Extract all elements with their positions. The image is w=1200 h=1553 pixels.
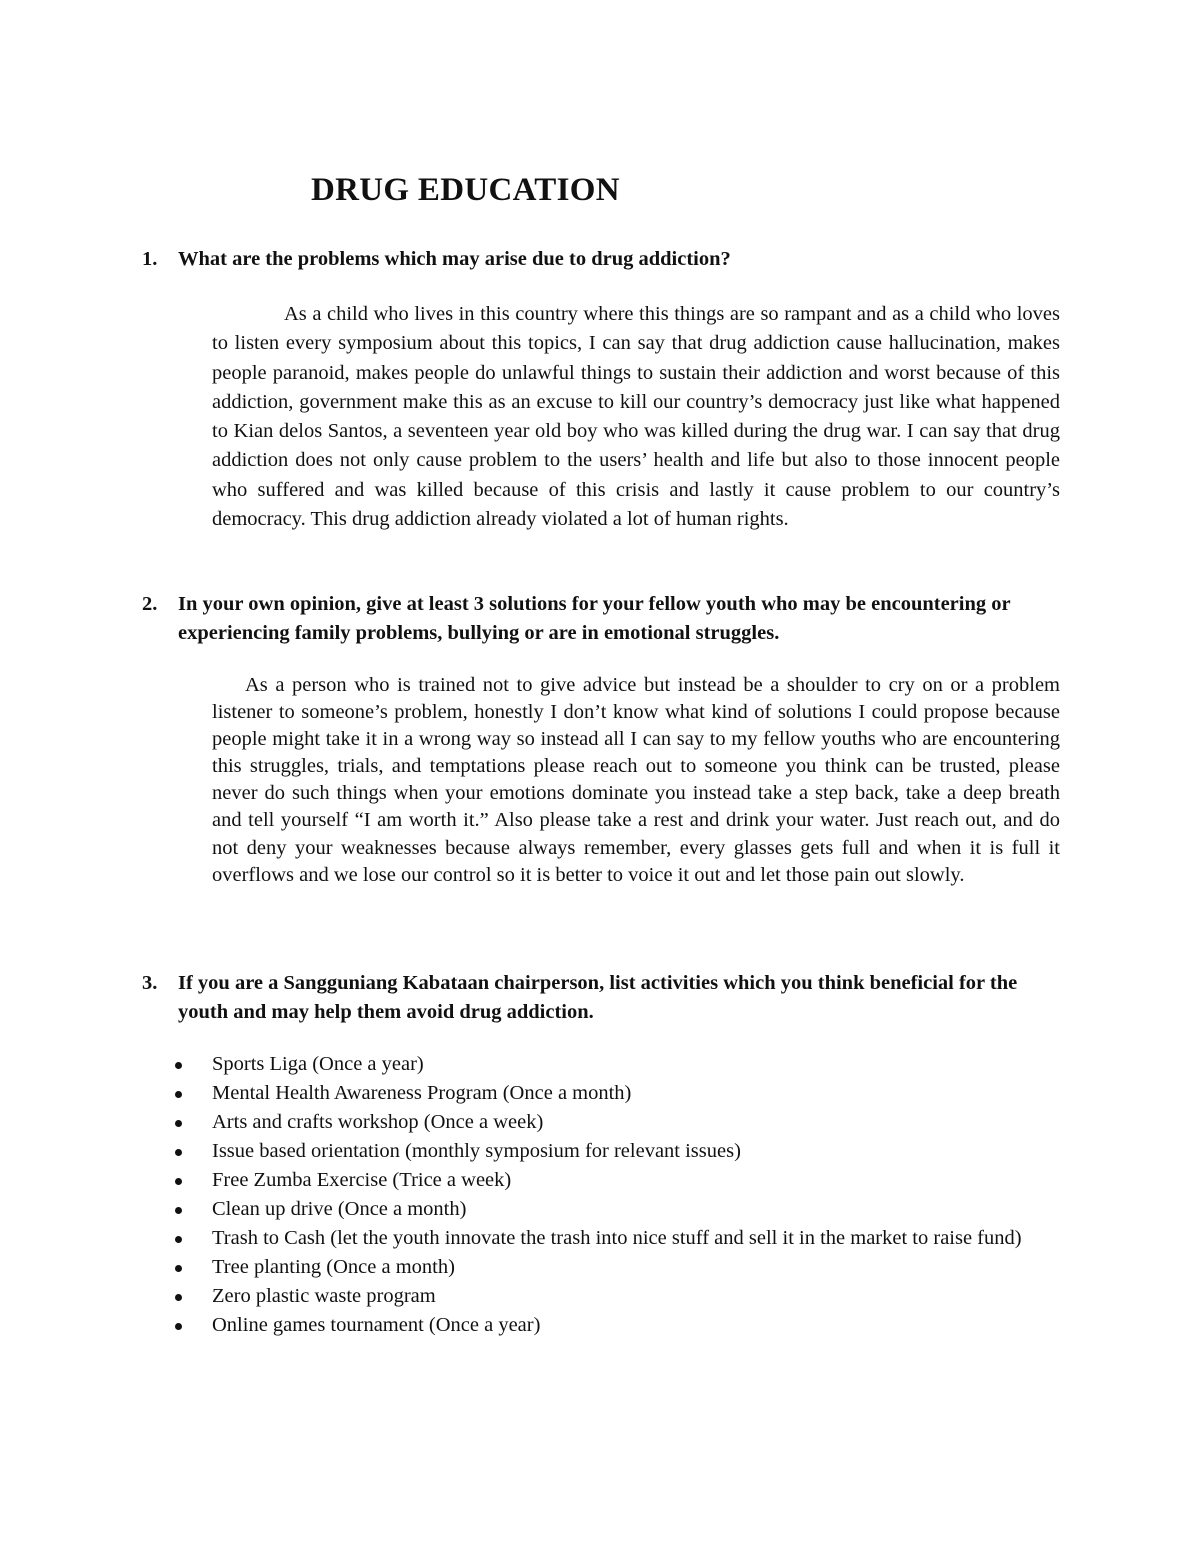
bullet-icon [175, 1294, 182, 1301]
list-item [168, 1311, 1068, 1340]
list-item [168, 1050, 1068, 1079]
activity-text: Clean up drive (Once a month) [212, 1198, 467, 1220]
bullet-icon [175, 1207, 182, 1214]
bullet-icon [175, 1149, 182, 1156]
question-2 [142, 590, 1062, 648]
list-item [168, 1079, 1068, 1108]
answer-1: As a child who lives in this country where this things are so rampant and as a child who loves to listen every symposium about this topics, I can say that drug addiction cause hallucination, makes people paranoid, makes people do unlawful things to sustain their addiction and worst because of this addiction, government make this as an excuse to kill our country’s democracy just like what happened to Kian delos Santos, a seventeen year old boy who was killed during the drug war. I can say that drug addiction does not only cause problem to the users’ health and life but also to those innocent people who suffered and was killed because of this crisis and lastly it cause problem to our country’s democracy. This drug addiction already violated a lot of human rights. [212, 303, 1060, 531]
bullet-icon [175, 1236, 182, 1243]
activity-text: Tree planting (Once a month) [212, 1256, 455, 1278]
activity-text: Free Zumba Exercise (Trice a week) [212, 1169, 512, 1191]
list-item [168, 1253, 1068, 1282]
question-2-text: In your own opinion, give at least 3 solutions for your fellow youth who may be encountering or experiencing family problems, bullying or are in emotional struggles. [178, 593, 1011, 644]
question-2-number: 2. [142, 593, 158, 615]
activity-text: Mental Health Awareness Program (Once a month) [212, 1082, 632, 1104]
question-1-number: 1. [142, 248, 158, 270]
bullet-icon [175, 1091, 182, 1098]
question-3 [142, 969, 1062, 1027]
list-item [168, 1282, 1068, 1311]
activities-list [168, 1050, 1068, 1340]
bullet-icon [175, 1265, 182, 1272]
bullet-icon [175, 1178, 182, 1185]
activity-text: Sports Liga (Once a year) [212, 1053, 424, 1075]
activity-text: Issue based orientation (monthly symposium for relevant issues) [212, 1140, 741, 1162]
list-item [168, 1166, 1068, 1195]
answer-2: As a person who is trained not to give advice but instead be a shoulder to cry on or a problem listener to someone’s problem, honestly I don’t know what kind of solutions I could propose because people might take it in a wrong way so instead all I can say to my fellow youths who are encountering this struggles, trials, and temptations please reach out to someone you think can be trusted, please never do such things when your emotions dominate you instead take a step back, take a deep breath and tell yourself “I am worth it.” Also please take a rest and drink your water. Just reach out, and do not deny your weaknesses because always remember, every glasses gets full and when it is full it overflows and we lose our control so it is better to voice it out and let those pain out slowly. [212, 674, 1060, 886]
bullet-icon [175, 1323, 182, 1330]
activity-text: Zero plastic waste program [212, 1285, 436, 1307]
bullet-icon [175, 1062, 182, 1069]
question-1-text: What are the problems which may arise due to drug addiction? [178, 248, 731, 270]
list-item [168, 1195, 1068, 1224]
question-1 [142, 245, 1062, 274]
list-item [168, 1137, 1068, 1166]
document-title: DRUG EDUCATION [311, 172, 620, 208]
activity-text: Trash to Cash (let the youth innovate the trash into nice stuff and sell it in the market to raise fund) [212, 1227, 1022, 1249]
bullet-icon [175, 1120, 182, 1127]
question-3-number: 3. [142, 972, 158, 994]
list-item [168, 1108, 1068, 1137]
activity-text: Online games tournament (Once a year) [212, 1314, 541, 1336]
question-3-text: If you are a Sangguniang Kabataan chairperson, list activities which you think beneficial for the youth and may help them avoid drug addiction. [178, 972, 1018, 1023]
activity-text: Arts and crafts workshop (Once a week) [212, 1111, 544, 1133]
list-item [168, 1224, 1068, 1253]
